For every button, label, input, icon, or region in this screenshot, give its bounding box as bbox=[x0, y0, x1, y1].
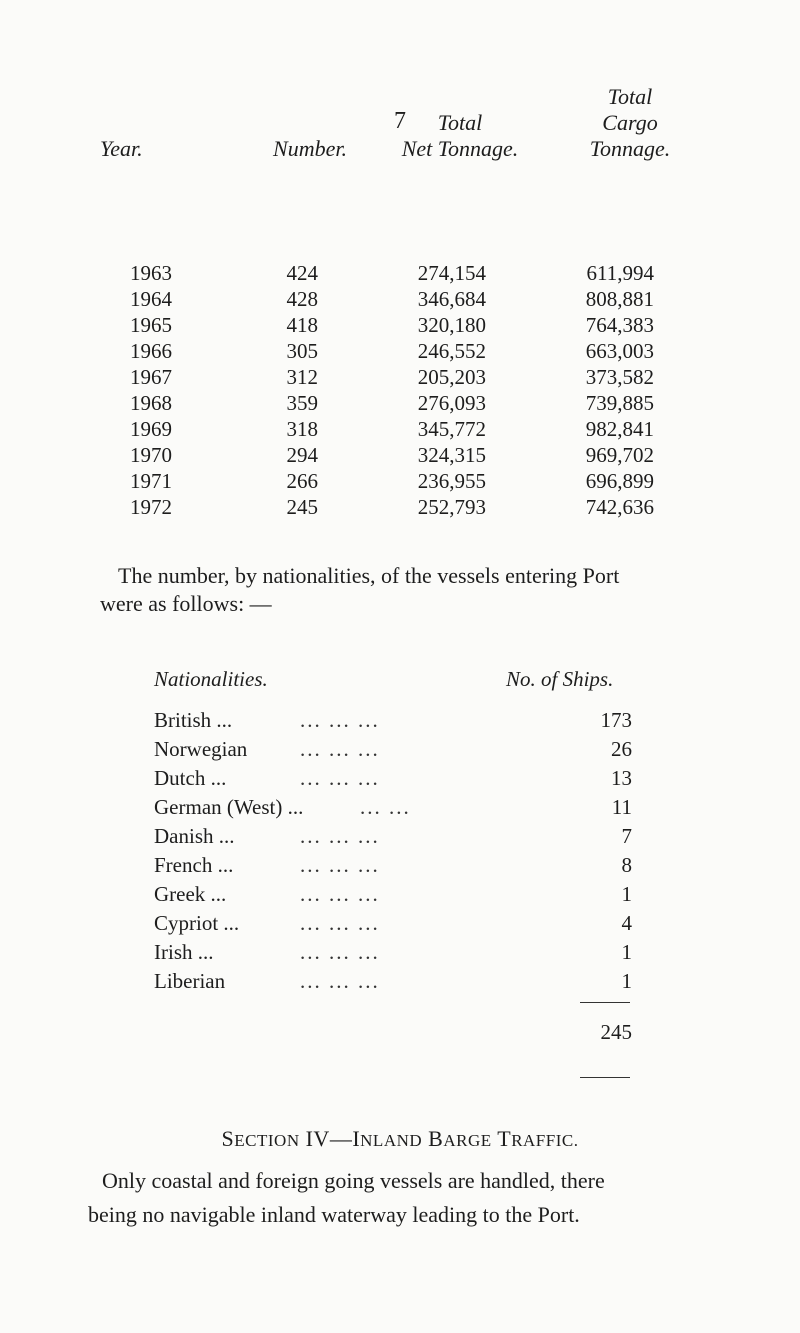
total-rule-bottom bbox=[580, 1077, 630, 1078]
ship-count: 1 bbox=[621, 969, 632, 993]
leader-dots: ... ... ... bbox=[300, 969, 380, 993]
cell-net-tonnage: 320,180 bbox=[417, 313, 486, 337]
ship-count: 7 bbox=[621, 824, 632, 848]
heading-smallcaps: ECTION bbox=[234, 1131, 300, 1150]
cell-net-tonnage: 205,203 bbox=[417, 365, 486, 389]
heading-letter: B bbox=[428, 1126, 444, 1151]
ship-count: 26 bbox=[611, 737, 632, 761]
cell-cargo-tonnage: 696,899 bbox=[585, 469, 654, 493]
list-item bbox=[0, 880, 800, 909]
header-no-of-ships: No. of Ships. bbox=[506, 667, 614, 691]
nationality-name: Cypriot ... bbox=[154, 911, 240, 935]
cell-number: 305 bbox=[286, 339, 318, 363]
cell-year: 1967 bbox=[130, 365, 172, 389]
cell-net-tonnage: 276,093 bbox=[417, 391, 486, 415]
list-item bbox=[0, 909, 800, 938]
table-row bbox=[0, 442, 800, 468]
leader-dots: ... ... ... bbox=[300, 882, 380, 906]
section-line-2: being no navigable inland waterway leading to the Port. bbox=[88, 1202, 580, 1227]
nationality-name: Liberian bbox=[154, 969, 226, 993]
ship-total: 245 bbox=[600, 1020, 632, 1044]
list-item bbox=[0, 764, 800, 793]
cell-year: 1964 bbox=[130, 287, 172, 311]
table-row bbox=[0, 260, 800, 286]
list-item bbox=[0, 967, 800, 996]
cell-year: 1965 bbox=[130, 313, 172, 337]
heading-smallcaps: NLAND bbox=[360, 1131, 423, 1150]
nationalities-table-body bbox=[0, 706, 800, 996]
cell-net-tonnage: 324,315 bbox=[417, 443, 486, 467]
header-net-tonnage-line1: Total bbox=[437, 110, 483, 135]
cell-cargo-tonnage: 764,383 bbox=[585, 313, 654, 337]
cell-net-tonnage: 236,955 bbox=[417, 469, 486, 493]
leader-dots: ... ... ... bbox=[300, 853, 380, 877]
nationality-name: Norwegian bbox=[154, 737, 248, 761]
cell-net-tonnage: 246,552 bbox=[417, 339, 486, 363]
heading-smallcaps: ARGE bbox=[443, 1131, 492, 1150]
table-row bbox=[0, 494, 800, 520]
nationality-name: Danish ... bbox=[154, 824, 235, 848]
header-number: Number. bbox=[273, 136, 347, 161]
header-cargo-line3: Tonnage. bbox=[589, 136, 671, 161]
cell-cargo-tonnage: 808,881 bbox=[585, 287, 654, 311]
header-cargo-line1: Total bbox=[607, 84, 653, 109]
table-row bbox=[0, 364, 800, 390]
nationality-name: Greek ... bbox=[154, 882, 227, 906]
page-number: 7 bbox=[394, 108, 406, 134]
table-row bbox=[0, 416, 800, 442]
cell-number: 245 bbox=[286, 495, 318, 519]
list-item bbox=[0, 822, 800, 851]
table-row bbox=[0, 312, 800, 338]
nationality-name: British ... bbox=[154, 708, 233, 732]
leader-dots: ... ... ... bbox=[300, 708, 380, 732]
intro-paragraph bbox=[100, 562, 700, 618]
list-item bbox=[0, 735, 800, 764]
leader-dots: ... ... bbox=[360, 795, 411, 819]
ship-count: 1 bbox=[621, 882, 632, 906]
cell-year: 1966 bbox=[130, 339, 172, 363]
heading-letter: S bbox=[221, 1126, 235, 1151]
ship-count: 13 bbox=[611, 766, 632, 790]
cell-net-tonnage: 252,793 bbox=[417, 495, 486, 519]
ship-count: 4 bbox=[621, 911, 632, 935]
ship-count: 8 bbox=[621, 853, 632, 877]
list-item bbox=[0, 851, 800, 880]
cell-year: 1968 bbox=[130, 391, 172, 415]
header-year: Year. bbox=[100, 136, 143, 161]
cell-number: 424 bbox=[286, 261, 318, 285]
cell-number: 266 bbox=[286, 469, 318, 493]
heading-letter: T bbox=[497, 1126, 512, 1151]
cell-number: 294 bbox=[286, 443, 318, 467]
cell-net-tonnage: 274,154 bbox=[417, 261, 486, 285]
list-item bbox=[0, 706, 800, 735]
header-cargo-tonnage bbox=[530, 84, 730, 162]
leader-dots: ... ... ... bbox=[300, 940, 380, 964]
list-item bbox=[0, 938, 800, 967]
total-rule-top bbox=[580, 1002, 630, 1003]
nationality-name: Irish ... bbox=[154, 940, 214, 964]
header-cargo-line2: Cargo bbox=[602, 110, 658, 135]
table-row bbox=[0, 338, 800, 364]
list-item bbox=[0, 793, 800, 822]
cell-cargo-tonnage: 663,003 bbox=[585, 339, 654, 363]
leader-dots: ... ... ... bbox=[300, 766, 380, 790]
nationality-name: Dutch ... bbox=[154, 766, 227, 790]
leader-dots: ... ... ... bbox=[300, 824, 380, 848]
cell-cargo-tonnage: 373,582 bbox=[585, 365, 654, 389]
cell-year: 1963 bbox=[130, 261, 172, 285]
cell-cargo-tonnage: 969,702 bbox=[585, 443, 654, 467]
table-row bbox=[0, 286, 800, 312]
cell-number: 312 bbox=[286, 365, 318, 389]
leader-dots: ... ... ... bbox=[300, 911, 380, 935]
cell-cargo-tonnage: 742,636 bbox=[585, 495, 654, 519]
heading-numeral: IV— bbox=[305, 1126, 353, 1151]
ship-count: 173 bbox=[600, 708, 632, 732]
intro-line-1: The number, by nationalities, of the vessels entering Port bbox=[118, 563, 620, 588]
ship-count: 11 bbox=[611, 795, 632, 819]
section-paragraph bbox=[88, 1164, 708, 1232]
cell-cargo-tonnage: 611,994 bbox=[586, 261, 654, 285]
heading-letter: I bbox=[352, 1126, 361, 1151]
cell-number: 428 bbox=[286, 287, 318, 311]
cell-cargo-tonnage: 982,841 bbox=[585, 417, 654, 441]
cell-year: 1970 bbox=[130, 443, 172, 467]
heading-smallcaps: RAFFIC. bbox=[511, 1131, 579, 1150]
cell-number: 418 bbox=[286, 313, 318, 337]
nationality-name: German (West) ... bbox=[154, 795, 304, 819]
table-row bbox=[0, 468, 800, 494]
leader-dots: ... ... ... bbox=[300, 737, 380, 761]
table-row bbox=[0, 390, 800, 416]
nationality-name: French ... bbox=[154, 853, 234, 877]
cell-net-tonnage: 346,684 bbox=[417, 287, 486, 311]
cell-number: 318 bbox=[286, 417, 318, 441]
vessels-table-body bbox=[0, 260, 800, 520]
intro-line-2: were as follows: — bbox=[100, 591, 272, 616]
ship-count: 1 bbox=[621, 940, 632, 964]
cell-net-tonnage: 345,772 bbox=[417, 417, 486, 441]
cell-year: 1972 bbox=[130, 495, 172, 519]
cell-year: 1969 bbox=[130, 417, 172, 441]
section-line-1: Only coastal and foreign going vessels are handled, there bbox=[102, 1168, 605, 1193]
header-net-tonnage-line2: Net Tonnage. bbox=[401, 136, 519, 161]
cell-cargo-tonnage: 739,885 bbox=[585, 391, 654, 415]
section-heading bbox=[0, 1126, 800, 1152]
cell-number: 359 bbox=[286, 391, 318, 415]
cell-year: 1971 bbox=[130, 469, 172, 493]
header-nationalities: Nationalities. bbox=[154, 667, 268, 691]
